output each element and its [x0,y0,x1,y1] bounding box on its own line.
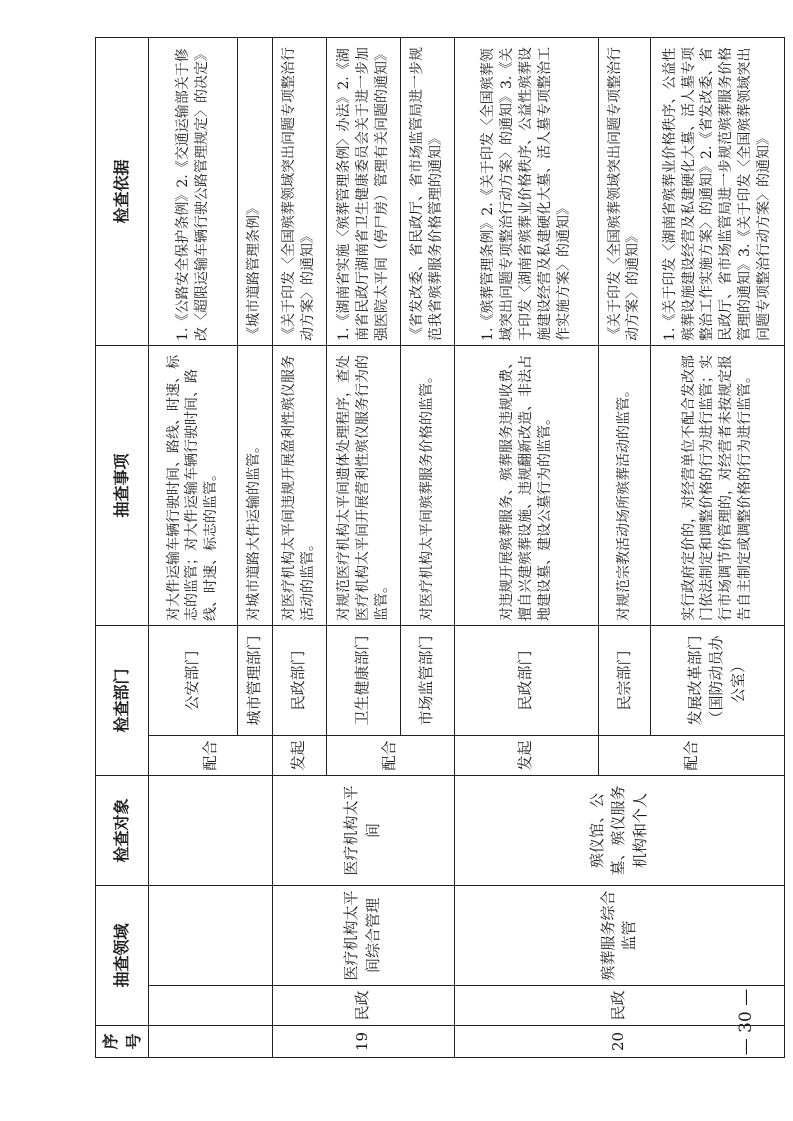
role-cell: 配合 [326,735,454,775]
page-number [716,988,776,1056]
table-row [149,37,238,1057]
basis-cell: 《省发改委、省民政厅、省市场监管局进一步规范我省殡葬服务价格管理的通知》 [400,37,454,345]
role-cell: 发起 [272,735,326,775]
matter-cell: 对医疗机构太平间殡葬服务价格的监管。 [400,345,454,625]
role-cell: 配合 [599,735,785,775]
field-cell: 殡葬服务综合监管 [454,885,784,985]
field-cell: 医疗机构太平间综合管理 [272,885,454,985]
dept-cell: 民政部门 [454,625,599,735]
table-row [272,37,326,1057]
header-basis: 检查依据 [96,37,149,345]
domain-cell: 民政 [454,986,784,1026]
basis-cell: 《关于印发〈全国殡葬领域突出问题专项整治行动方案〉的通知》 [272,37,326,345]
matter-cell: 实行政府定价的，对经营单位不配合发改部门依法制定和调整价格的行为进行监管；实行市场调节价管理的，对经营者未按规定报告自主制定或调整价格的行为进行监管。 [650,345,784,625]
table-header-row [96,37,149,1057]
page-number-text: — 30 — [736,988,757,1056]
role-cell: 配合 [149,735,273,775]
row-number: 20 [454,1026,784,1058]
basis-cell: 1.《公路安全保护条例》2.《交通运输部关于修改〈超限运输车辆行驶公路管理规定〉的决定》 [149,37,238,345]
dept-cell: 发展改革部门（国防动员办公室） [650,625,784,735]
target-cell: 殡仪馆、公墓、殡仪服务机构和个人 [454,775,784,885]
basis-cell: 1.《湖南省实施〈殡葬管理条例〉办法》2.《湖南省民政厅湖南省卫生健康委员会关于进一步加强医院太平间（停尸房）管理有关问题的通知》 [326,37,400,345]
header-no: 序号 [96,1026,149,1058]
dept-cell: 市场监管部门 [400,625,454,735]
basis-cell: 《城市道路管理条例》 [237,37,272,345]
dept-cell: 卫生健康部门 [326,625,400,735]
dept-cell: 民宗部门 [599,625,651,735]
cell-empty [149,986,273,1026]
header-target: 检查对象 [96,775,149,885]
target-cell: 医疗机构太平间 [272,775,454,885]
basis-cell: 1.《殡葬管理条例》2.《关于印发〈全国殡葬领域突出问题专项整治行动方案〉的通知》3.《关于印发〈湖南省殡葬业价格秩序、公益性殡葬设施建设经营及私建硬化大墓、活人墓专项整治工作实施方案〉的通知》 [454,37,599,345]
matter-cell: 对大件运输车辆行驶时间、路线、时速、标志的监管；对大件运输车辆行驶时间、路线、时速、标志的监管。 [149,345,238,625]
matter-cell: 对规范宗教活动场所殡葬活动的监管。 [599,345,651,625]
inspection-table [95,37,785,1058]
matter-cell: 对医疗机构太平间违规开展盈利性殡仪服务活动的监管。 [272,345,326,625]
basis-cell: 《关于印发〈全国殡葬领域突出问题专项整治行动方案〉的通知》 [599,37,651,345]
basis-cell: 1.《关于印发〈湖南省殡葬业价格秩序、公益性殡葬设施建设经营及私建硬化大墓、活人墓专项整治工作实施方案〉的通知》2.《省发改委、省民政厅、省市场监管局进一步规范殡葬服务价格管理的通知》3.《关于印发〈全国殡葬领域突出问题专项整治行动方案〉的通知》 [650,37,784,345]
matter-cell: 对城市道路大件运输的监管。 [237,345,272,625]
matter-cell: 对规范医疗机构太平间遗体处理程序，查处医疗机构太平间开展营利性殡仪服务行为的监管。 [326,345,400,625]
cell-empty [149,775,273,885]
cell-empty [149,1026,273,1058]
domain-cell: 民政 [272,986,454,1026]
dept-cell: 城市管理部门 [237,625,272,735]
role-cell: 发起 [454,735,599,775]
dept-cell: 民政部门 [272,625,326,735]
cell-empty [149,885,273,985]
rotated-table-page [95,38,785,1058]
matter-cell: 对违规开展殡葬服务、殡葬服务违规收费、擅自兴建殡葬设施、违规翻新改造、非法占地建设墓、建设公墓行为的监管。 [454,345,599,625]
header-matter: 抽查事项 [96,345,149,625]
dept-cell: 公安部门 [149,625,238,735]
header-dept: 检查部门 [96,625,149,775]
row-number: 19 [272,1026,454,1058]
header-field: 抽查领域 [96,885,149,1025]
table-row [454,37,599,1057]
